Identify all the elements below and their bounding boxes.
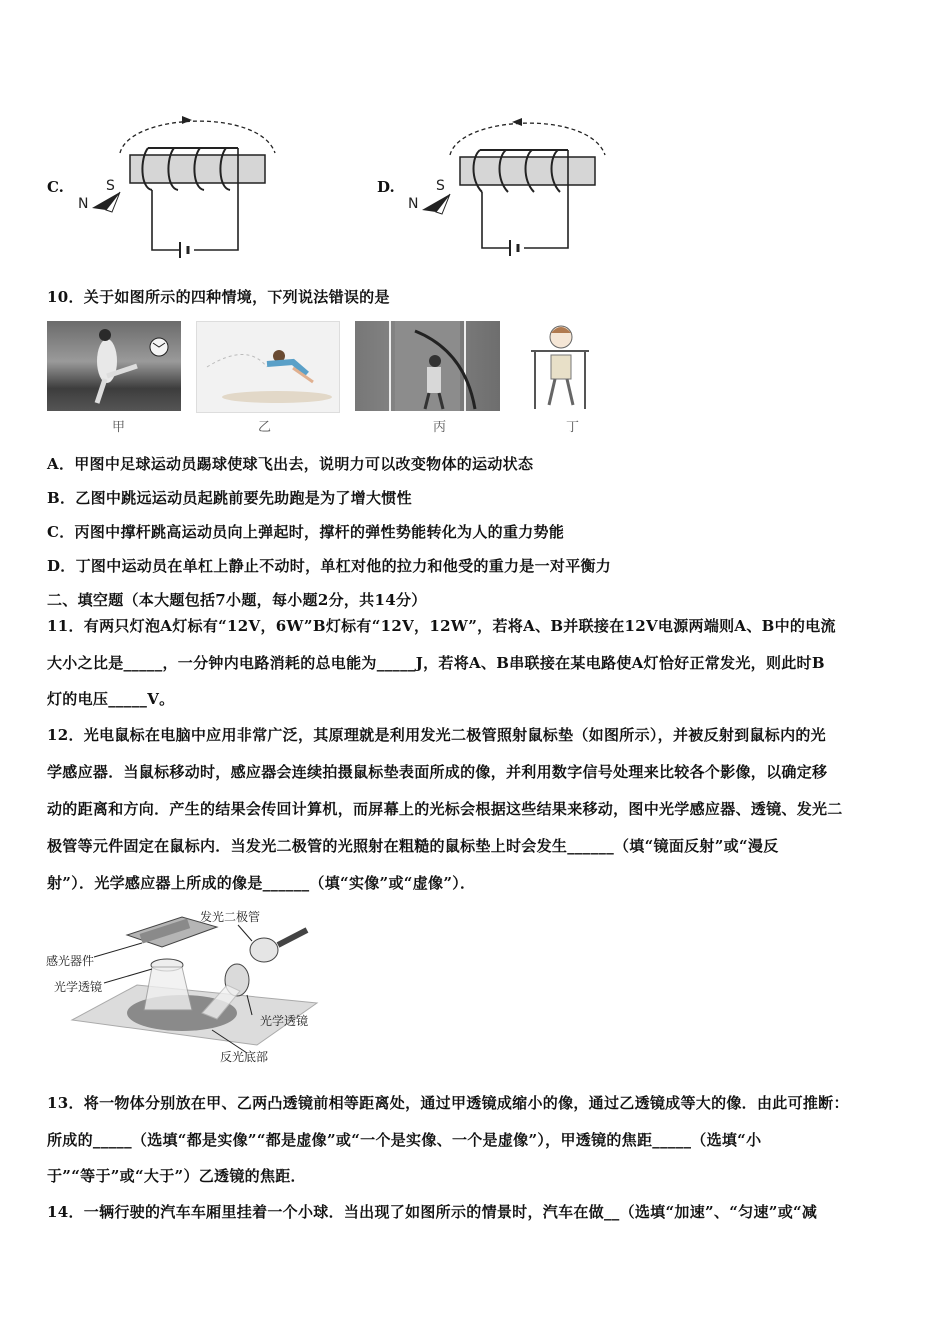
led [250, 938, 278, 962]
photo-long-jump [196, 321, 340, 413]
caption-jia: 甲 [112, 420, 126, 435]
label-lens-left: 光学透镜 [54, 980, 103, 994]
caption-yi: 乙 [258, 420, 272, 435]
iron-core [130, 155, 265, 183]
q10-option-a: A．甲图中足球运动员踢球使球飞出去，说明力可以改变物体的运动状态 [47, 455, 534, 473]
pole-s-text: S [436, 178, 445, 194]
caption-ding: 丁 [566, 420, 580, 435]
pole-s-text: S [106, 178, 115, 194]
pole-n-text: N [78, 196, 89, 212]
photo-soccer-kick [47, 321, 181, 411]
arrow-sensor [94, 943, 142, 957]
pole-n-text: N [408, 196, 419, 212]
arrow-led [238, 925, 252, 941]
caption-bing: 丙 [433, 420, 447, 435]
photo-pole-vault [355, 321, 500, 411]
q14-line-1: 14．一辆行驶的汽车车厢里挂着一个小球．当出现了如图所示的情景时，汽车在做__（选填“加速”、“匀速”或“减 [47, 1203, 818, 1221]
q12-line-1: 12．光电鼠标在电脑中应用非常广泛，其原理就是利用发光二极管照射鼠标垫（如图所示），并被反射到鼠标内的光 [47, 726, 826, 744]
q13-line-2: 所成的_____（选填“都是实像”“都是虚像”或“一个是实像、一个是虚像”），甲透镜的焦距_____（选填“小 [47, 1131, 762, 1149]
section2-heading: 二、填空题（本大题包括7小题，每小题2分，共14分） [47, 591, 427, 609]
option-d-label: D. [377, 178, 395, 196]
arrow-lens-left [104, 969, 152, 983]
q11-line-1: 11．有两只灯泡A灯标有“12V，6W”B灯标有“12V，12W”，若将A、B并联接在12V电源两端则A、B中的电流 [47, 617, 836, 635]
q10-option-d: D．丁图中运动员在单杠上静止不动时，单杠对他的拉力和他受的重力是一对平衡力 [47, 557, 612, 575]
label-base: 反光底部 [220, 1050, 269, 1064]
led-body [278, 930, 307, 945]
wire-left [152, 190, 180, 250]
q11-line-3: 灯的电压_____V。 [47, 690, 175, 708]
q12-line-4: 极管等元件固定在鼠标内．当发光二极管的光照射在粗糙的鼠标垫上时会发生______（填“镜面反射”或“漫反 [47, 837, 779, 855]
solenoid-figure-c [70, 108, 300, 258]
field-arrow-right [182, 116, 192, 124]
q10-option-c: C．丙图中撑杆跳高运动员向上弹起时，撑杆的弹性势能转化为人的重力势能 [47, 523, 565, 541]
solenoid-figure-d [400, 110, 630, 260]
q10-option-b: B．乙图中跳远运动员起跳前要先助跑是为了增大惯性 [47, 489, 412, 507]
q12-line-5: 射”）．光学感应器上所成的像是______（填“实像”或“虚像”）． [47, 874, 476, 892]
photo-horizontal-bar [525, 321, 595, 411]
label-lens-right: 光学透镜 [260, 1014, 309, 1028]
option-c-label: C. [47, 178, 64, 196]
field-arrow-left [512, 118, 522, 126]
q11-line-2: 大小之比是_____，一分钟内电路消耗的总电能为_____J，若将A、B串联接在某电路使A灯恰好正常发光，则此时B [47, 654, 825, 672]
q13-line-3: 于”“等于”或“大于”）乙透镜的焦距． [47, 1167, 306, 1185]
q12-line-3: 动的距离和方向．产生的结果会传回计算机，而屏幕上的光标会根据这些结果来移动，图中光学感应器、透镜、发光二 [47, 800, 843, 818]
q13-line-1: 13．将一物体分别放在甲、乙两凸透镜前相等距离处，通过甲透镜成缩小的像，通过乙透镜成等大的像．由此可推断： [47, 1094, 849, 1112]
q12-line-2: 学感应器．当鼠标移动时，感应器会连续拍摄鼠标垫表面所成的像，并利用数字信号处理来比较各个影像，以确定移 [47, 763, 828, 781]
optical-mouse-figure [42, 905, 332, 1065]
wire-left [482, 192, 510, 248]
label-led: 发光二极管 [200, 910, 261, 924]
q10-stem: 10．关于如图所示的四种情境，下列说法错误的是 [47, 288, 390, 306]
label-sensor: 感光器件 [46, 954, 95, 968]
